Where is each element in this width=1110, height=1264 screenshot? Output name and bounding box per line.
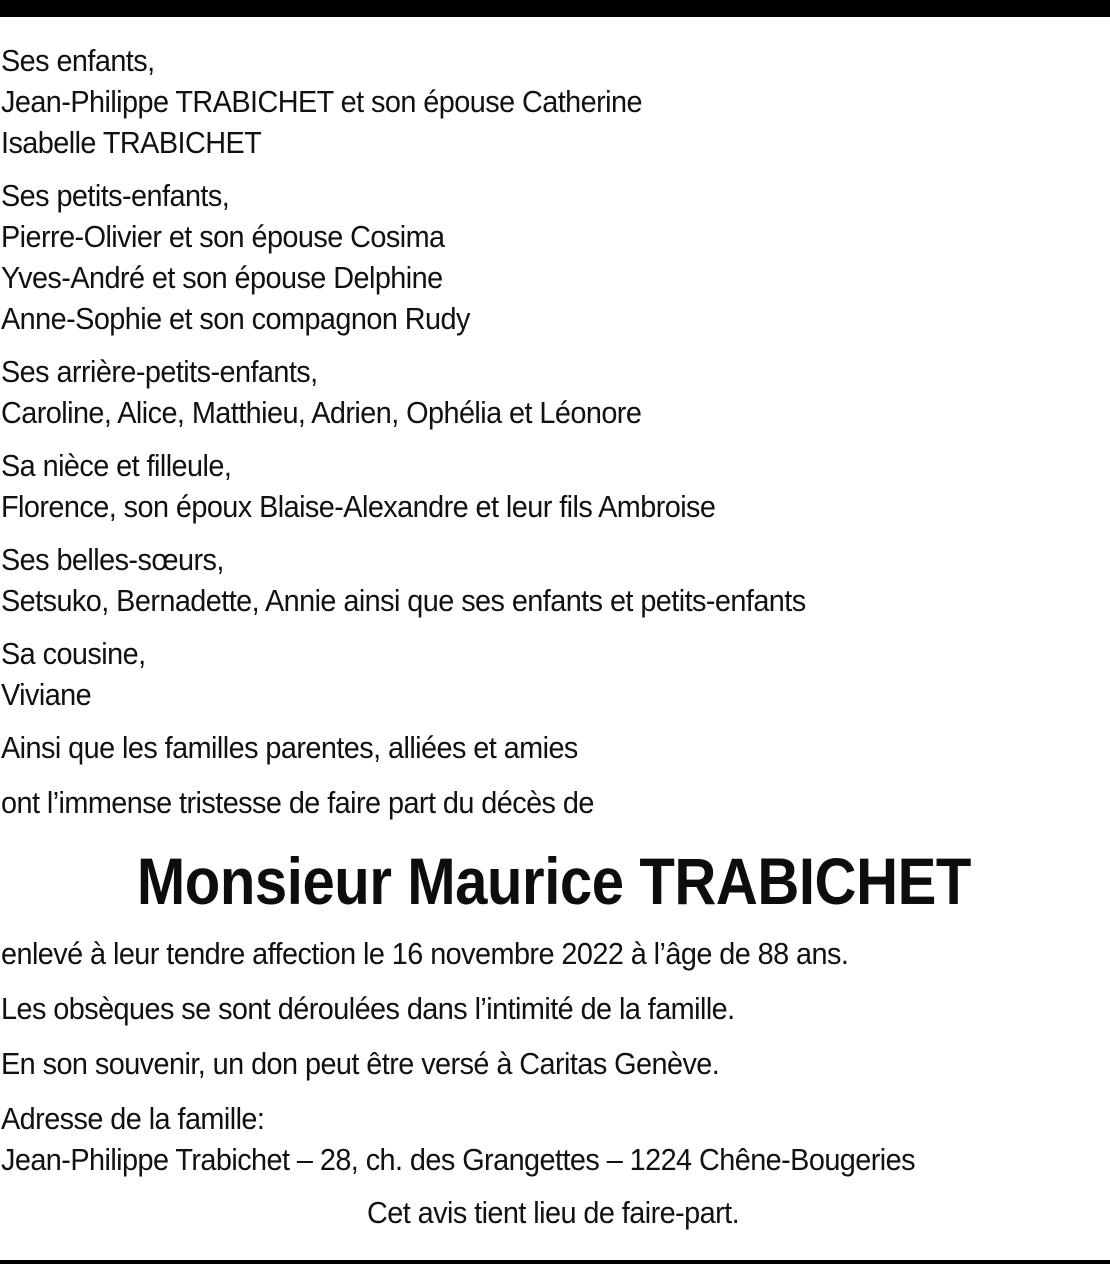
great-grandchildren-line: Caroline, Alice, Matthieu, Adrien, Ophélia et Léonore: [1, 395, 642, 430]
passing-block: [1, 933, 1106, 974]
families-line: Ainsi que les familles parentes, alliées et amies: [1, 730, 578, 765]
top-rule: [0, 0, 1110, 17]
grandchildren-line: Pierre-Olivier et son épouse Cosima: [1, 219, 445, 254]
funeral-line: Les obsèques se sont déroulées dans l’intimité de la famille.: [1, 991, 735, 1026]
closing-note-text: Cet avis tient lieu de faire-part.: [367, 1195, 740, 1230]
deceased-name: [1, 843, 1106, 919]
sisters-in-law-block: [1, 539, 1106, 621]
families-block: [1, 727, 1106, 768]
children-block: [1, 40, 1106, 163]
grandchildren-block: [1, 175, 1106, 339]
family-address-block: [1, 1098, 1106, 1180]
announcement-line: ont l’immense tristesse de faire part du décès de: [1, 785, 594, 820]
niece-line: Florence, son époux Blaise-Alexandre et leur fils Ambroise: [1, 489, 716, 524]
cousin-line: Viviane: [1, 677, 92, 712]
children-line: Jean-Philippe TRABICHET et son épouse Catherine: [1, 84, 642, 119]
sisters-in-law-line: Setsuko, Bernadette, Annie ainsi que ses enfants et petits-enfants: [1, 583, 806, 618]
donation-line: En son souvenir, un don peut être versé à Caritas Genève.: [1, 1046, 720, 1081]
children-heading: Ses enfants,: [1, 43, 155, 78]
obituary-notice: [1, 40, 1106, 1233]
grandchildren-heading: Ses petits-enfants,: [1, 178, 230, 213]
announcement-block: [1, 782, 1106, 823]
bottom-rule: [0, 1260, 1110, 1264]
deceased-name-text: Monsieur Maurice TRABICHET: [136, 844, 971, 918]
cousin-heading: Sa cousine,: [1, 636, 146, 671]
passing-line: enlevé à leur tendre affection le 16 novembre 2022 à l’âge de 88 ans.: [1, 936, 849, 971]
great-grandchildren-block: [1, 351, 1106, 433]
children-line: Isabelle TRABICHET: [1, 125, 262, 160]
niece-block: [1, 445, 1106, 527]
niece-heading: Sa nièce et filleule,: [1, 448, 232, 483]
donation-block: [1, 1043, 1106, 1084]
sisters-in-law-heading: Ses belles-sœurs,: [1, 542, 224, 577]
grandchildren-line: Anne-Sophie et son compagnon Rudy: [1, 301, 470, 336]
family-address-heading: Adresse de la famille:: [1, 1101, 265, 1136]
closing-note: [1, 1192, 1106, 1233]
grandchildren-line: Yves-André et son épouse Delphine: [1, 260, 443, 295]
funeral-block: [1, 988, 1106, 1029]
great-grandchildren-heading: Ses arrière-petits-enfants,: [1, 354, 318, 389]
family-address-line: Jean-Philippe Trabichet – 28, ch. des Grangettes – 1224 Chêne-Bougeries: [1, 1142, 915, 1177]
cousin-block: [1, 633, 1106, 715]
